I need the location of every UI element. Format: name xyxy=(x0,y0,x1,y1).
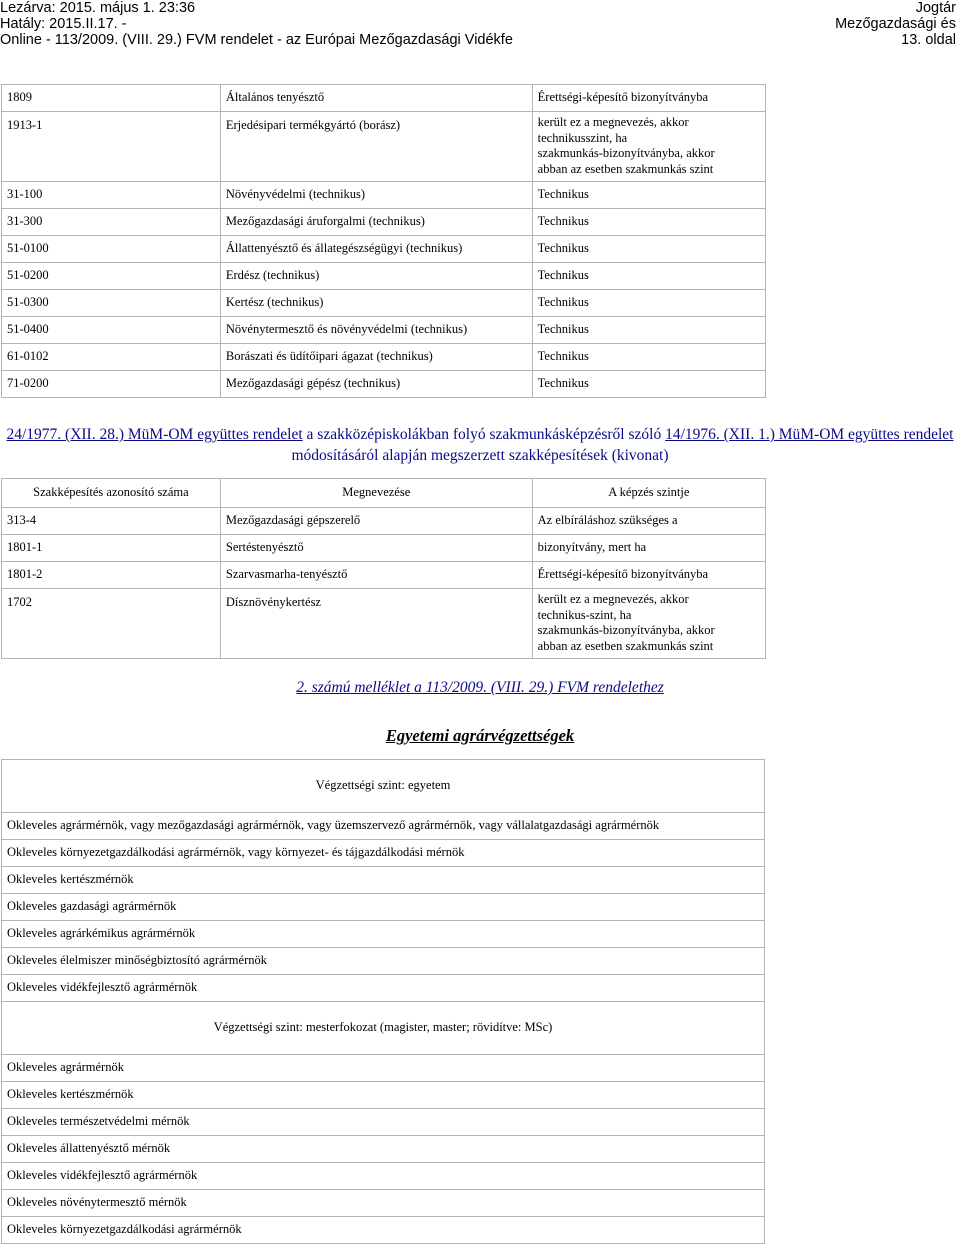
table-row xyxy=(2,975,765,1002)
header-source: Jogtár xyxy=(915,0,956,16)
qualification-level-cell: Érettségi-képesítő bizonyítványba xyxy=(532,562,765,589)
table-row xyxy=(2,1136,765,1163)
header-closed-date: Lezárva: 2015. május 1. 23:36 xyxy=(0,0,196,16)
qualification-id-cell: 313-4 xyxy=(2,508,221,535)
table-row xyxy=(2,508,766,535)
table-row xyxy=(2,112,766,182)
qualification-name-cell: Mezőgazdasági áruforgalmi (technikus) xyxy=(220,209,532,236)
qualification-level-cell: került ez a megnevezés, akkor technikusszint, ha szakmunkás-bizonyítványba, akkor abban az esetben szakmunkás szint xyxy=(532,112,765,182)
qualification-name-cell: Növénytermesztő és növényvédelmi (technikus) xyxy=(220,317,532,344)
qualification-level-cell: Érettségi-képesítő bizonyítványba xyxy=(532,85,765,112)
qualification-level-cell: Technikus xyxy=(532,290,765,317)
qualification-name-cell: Általános tenyésztő xyxy=(220,85,532,112)
table-row xyxy=(2,589,766,659)
qualification-id-cell: 61-0102 xyxy=(2,344,221,371)
qualification-id-cell: 51-0200 xyxy=(2,263,221,290)
qualification-name-cell: Sertéstenyésztő xyxy=(220,535,532,562)
table-row xyxy=(2,562,766,589)
column-header-name: Megnevezése xyxy=(220,479,532,508)
table-row xyxy=(2,921,765,948)
table-row xyxy=(2,894,765,921)
page-header xyxy=(0,0,960,48)
university-degrees-table xyxy=(1,759,765,1244)
degree-name-cell: Okleveles agrármérnök xyxy=(2,1055,765,1082)
degree-name-cell: Okleveles kertészmérnök xyxy=(2,867,765,894)
table-row xyxy=(2,344,766,371)
decree-link-1977[interactable]: 24/1977. (XII. 28.) MüM-OM együttes rendelet xyxy=(6,426,303,443)
table-body xyxy=(2,760,765,1244)
degree-name-cell: Okleveles természetvédelmi mérnök xyxy=(2,1109,765,1136)
decree-link-1976[interactable]: 14/1976. (XII. 1.) MüM-OM együttes rendelet xyxy=(665,426,954,443)
qualification-level-cell: bizonyítvány, mert ha xyxy=(532,535,765,562)
table-row xyxy=(2,948,765,975)
qualification-level-cell: Technikus xyxy=(532,209,765,236)
table-row xyxy=(2,535,766,562)
qualification-id-cell: 71-0200 xyxy=(2,371,221,398)
qualification-level-cell: Technikus xyxy=(532,317,765,344)
degree-name-cell: Okleveles környezetgazdálkodási agrármérnök xyxy=(2,1217,765,1244)
qualification-id-cell: 31-100 xyxy=(2,182,221,209)
qualification-level-cell: Technikus xyxy=(532,344,765,371)
table-body xyxy=(2,85,766,398)
qualification-id-cell: 1702 xyxy=(2,589,221,659)
degree-level-cell: Végzettségi szint: mesterfokozat (magister, master; rövidítve: MSc) xyxy=(2,1002,765,1055)
header-page-number: 13. oldal xyxy=(901,32,956,48)
table-row xyxy=(2,867,765,894)
qualification-name-cell: Kertész (technikus) xyxy=(220,290,532,317)
table-row xyxy=(2,85,766,112)
qualification-id-cell: 51-0400 xyxy=(2,317,221,344)
qualification-name-cell: Szarvasmarha-tenyésztő xyxy=(220,562,532,589)
column-header-level: A képzés szintje xyxy=(532,479,765,508)
table-row xyxy=(2,1217,765,1244)
degree-name-cell: Okleveles vidékfejlesztő agrármérnök xyxy=(2,1163,765,1190)
qualification-id-cell: 51-0100 xyxy=(2,236,221,263)
qualification-id-cell: 31-300 xyxy=(2,209,221,236)
qualification-name-cell: Mezőgazdasági gépszerelő xyxy=(220,508,532,535)
header-left xyxy=(0,0,513,48)
qualification-id-cell: 1801-2 xyxy=(2,562,221,589)
qualification-name-cell: Növényvédelmi (technikus) xyxy=(220,182,532,209)
degree-level-cell: Végzettségi szint: egyetem xyxy=(2,760,765,813)
qualification-name-cell: Borászati és üdítőipari ágazat (technikus) xyxy=(220,344,532,371)
table-row xyxy=(2,182,766,209)
qualification-name-cell: Állattenyésztő és állategészségügyi (technikus) xyxy=(220,236,532,263)
qualifications-table-continued xyxy=(1,84,766,398)
table-row xyxy=(2,813,765,840)
column-header-id: Szakképesítés azonosító száma xyxy=(2,479,221,508)
section-title-text: a szakközépiskolákban folyó szakmunkásképzésről szóló xyxy=(302,426,666,443)
qualification-id-cell: 1913-1 xyxy=(2,112,221,182)
degree-name-cell: Okleveles agrárkémikus agrármérnök xyxy=(2,921,765,948)
qualification-name-cell: Erjedésipari termékgyártó (borász) xyxy=(220,112,532,182)
table-row xyxy=(2,1109,765,1136)
table-row xyxy=(2,317,766,344)
qualification-level-cell: került ez a megnevezés, akkor technikus-szint, ha szakmunkás-bizonyítványba, akkor abban az esetben szakmunkás szint xyxy=(532,589,765,659)
annex-title[interactable]: 2. számú melléklet a 113/2009. (VIII. 29.) FVM rendelethez xyxy=(296,679,664,696)
section-title-text-end: módosításáról alapján megszerzett szakképesítések (kivonat) xyxy=(291,447,669,464)
degree-name-cell: Okleveles növénytermesztő mérnök xyxy=(2,1190,765,1217)
table-row xyxy=(2,209,766,236)
table-row xyxy=(2,371,766,398)
table-row xyxy=(2,236,766,263)
table-row xyxy=(2,263,766,290)
qualification-level-cell: Az elbíráláshoz szükséges a xyxy=(532,508,765,535)
table-row xyxy=(2,1163,765,1190)
header-effective-date: Hatály: 2015.II.17. - xyxy=(0,16,127,32)
degree-name-cell: Okleveles élelmiszer minőségbiztosító agrármérnök xyxy=(2,948,765,975)
qualification-id-cell: 1809 xyxy=(2,85,221,112)
vocational-qualifications-table xyxy=(1,478,766,659)
degree-name-cell: Okleveles környezetgazdálkodási agrármérnök, vagy környezet- és tájgazdálkodási mérnök xyxy=(2,840,765,867)
table-body xyxy=(2,479,766,659)
header-right xyxy=(835,0,956,48)
degree-level-row xyxy=(2,1002,765,1055)
table-row xyxy=(2,1055,765,1082)
qualification-id-cell: 51-0300 xyxy=(2,290,221,317)
table-row xyxy=(2,1190,765,1217)
table-row xyxy=(2,1082,765,1109)
table-row xyxy=(2,840,765,867)
degree-level-row xyxy=(2,760,765,813)
qualification-level-cell: Technikus xyxy=(532,236,765,263)
section-title xyxy=(0,424,960,466)
degree-name-cell: Okleveles vidékfejlesztő agrármérnök xyxy=(2,975,765,1002)
degree-name-cell: Okleveles gazdasági agrármérnök xyxy=(2,894,765,921)
header-document-title: Online - 113/2009. (VIII. 29.) FVM rendelet - az Európai Mezőgazdasági Vidékfe xyxy=(0,32,513,48)
annex-heading: Egyetemi agrárvégzettségek xyxy=(385,726,575,745)
degree-name-cell: Okleveles agrármérnök, vagy mezőgazdasági agrármérnök, vagy üzemszervező agrármérnök, vagy vállalatgazdasági agrármérnök xyxy=(2,813,765,840)
degree-name-cell: Okleveles állattenyésztő mérnök xyxy=(2,1136,765,1163)
qualification-level-cell: Technikus xyxy=(532,263,765,290)
qualification-id-cell: 1801-1 xyxy=(2,535,221,562)
degree-name-cell: Okleveles kertészmérnök xyxy=(2,1082,765,1109)
table-row xyxy=(2,290,766,317)
qualification-name-cell: Mezőgazdasági gépész (technikus) xyxy=(220,371,532,398)
qualification-level-cell: Technikus xyxy=(532,182,765,209)
qualification-name-cell: Dísznövénykertész xyxy=(220,589,532,659)
qualification-level-cell: Technikus xyxy=(532,371,765,398)
table-header-row xyxy=(2,479,766,508)
qualification-name-cell: Erdész (technikus) xyxy=(220,263,532,290)
header-category: Mezőgazdasági és xyxy=(835,16,956,32)
